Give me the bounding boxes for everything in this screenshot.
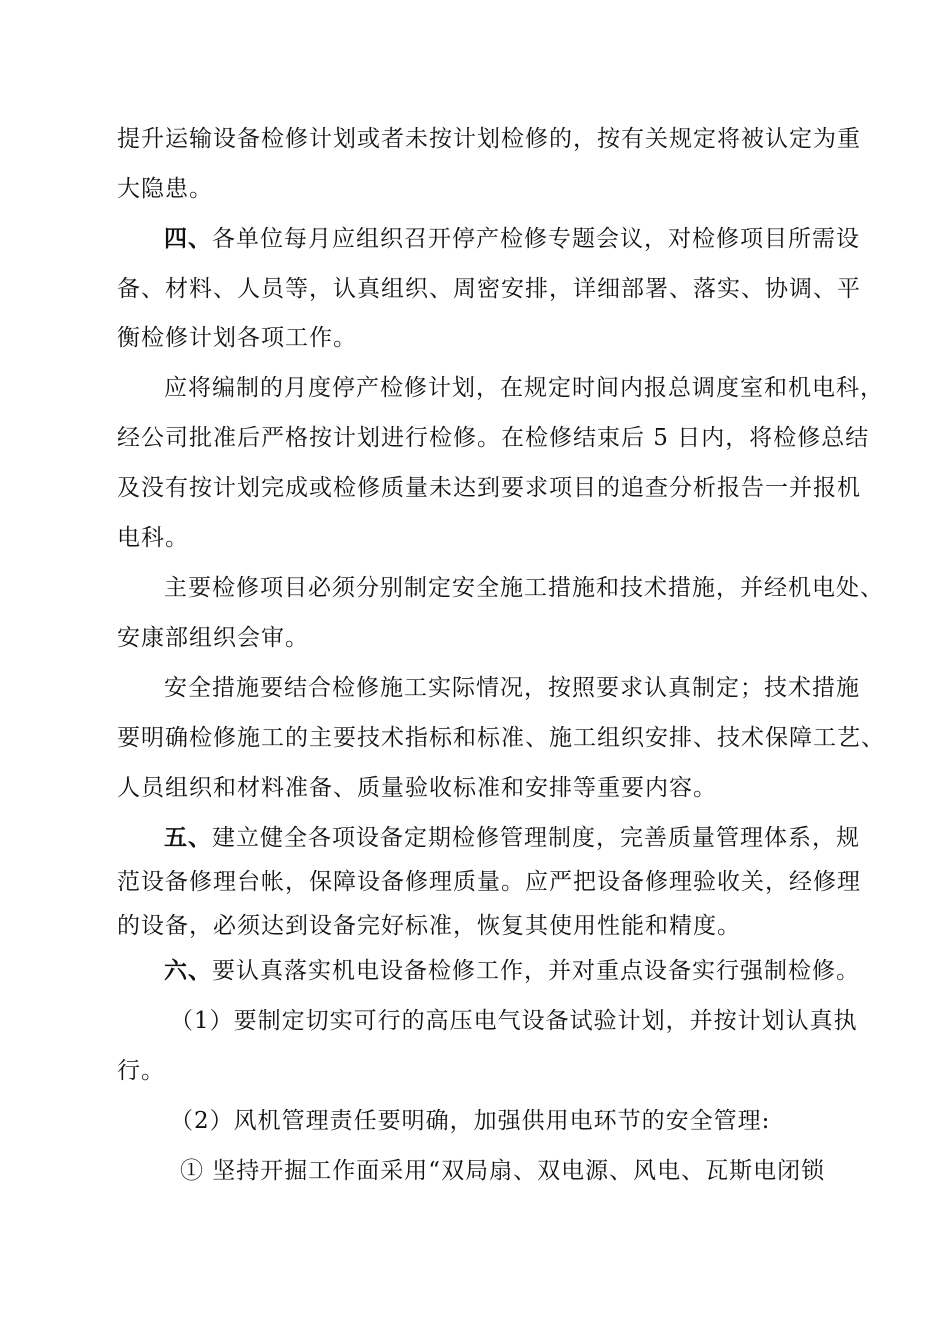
line-text: 电科。 bbox=[117, 525, 189, 551]
paragraph-line bbox=[117, 323, 357, 353]
paragraph-line bbox=[117, 773, 717, 803]
numbered-item-line bbox=[170, 1106, 770, 1136]
paragraph-line bbox=[117, 867, 861, 897]
line-text: （2）风机管理责任要明确，加强供用电环节的安全管理: bbox=[170, 1108, 771, 1134]
line-text: 安全措施要结合检修施工实际情况，按照要求认真制定；技术措施 bbox=[164, 675, 860, 701]
paragraph-line bbox=[117, 723, 885, 753]
section-heading-four: 四、 bbox=[164, 225, 212, 252]
paragraph-line bbox=[117, 911, 741, 941]
paragraph-line bbox=[164, 573, 884, 603]
line-text: （1）要制定切实可行的高压电气设备试验计划，并按计划认真执 bbox=[170, 1008, 858, 1034]
line-text: 大隐患。 bbox=[117, 176, 213, 202]
line-text: 行。 bbox=[117, 1058, 165, 1084]
line-text: 备、材料、人员等，认真组织、周密安排，详细部署、落实、协调、平 bbox=[117, 276, 861, 302]
line-text: 人员组织和材料准备、质量验收标准和安排等重要内容。 bbox=[117, 775, 717, 801]
line-text: 要认真落实机电设备检修工作，并对重点设备实行强制检修。 bbox=[212, 958, 860, 984]
line-text: 及没有按计划完成或检修质量未达到要求项目的追查分析报告一并报机 bbox=[117, 475, 861, 501]
line-text: 经公司批准后严格按计划进行检修。在检修结束后 5 日内，将检修总结 bbox=[117, 425, 870, 451]
paragraph-line bbox=[117, 623, 309, 653]
paragraph-line bbox=[164, 673, 860, 703]
line-text: 范设备修理台帐，保障设备修理质量。应严把设备修理验收关，经修理 bbox=[117, 869, 861, 895]
line-text: 主要检修项目必须分别制定安全施工措施和技术措施，并经机电处、 bbox=[164, 575, 884, 601]
line-text: 的设备，必须达到设备完好标准，恢复其使用性能和精度。 bbox=[117, 913, 741, 939]
section-four-line bbox=[164, 224, 860, 254]
section-five-line bbox=[164, 823, 860, 853]
paragraph-line bbox=[117, 124, 861, 154]
section-six-line bbox=[164, 956, 860, 986]
line-text: 建立健全各项设备定期检修管理制度，完善质量管理体系，规 bbox=[212, 825, 860, 851]
line-text: 提升运输设备检修计划或者未按计划检修的，按有关规定将被认定为重 bbox=[117, 126, 861, 152]
paragraph-line bbox=[164, 373, 884, 403]
line-text: ① 坚持开掘工作面采用“双局扇、双电源、风电、瓦斯电闭锁 bbox=[180, 1158, 826, 1184]
line-text: 安康部组织会审。 bbox=[117, 625, 309, 651]
line-text: 应将编制的月度停产检修计划，在规定时间内报总调度室和机电科， bbox=[164, 375, 884, 401]
paragraph-line bbox=[117, 1056, 165, 1086]
paragraph-line bbox=[117, 473, 861, 503]
numbered-item-line bbox=[180, 1156, 825, 1186]
line-text: 各单位每月应组织召开停产检修专题会议，对检修项目所需设 bbox=[212, 226, 860, 252]
paragraph-line bbox=[117, 423, 869, 453]
paragraph-line bbox=[117, 274, 861, 304]
line-text: 衡检修计划各项工作。 bbox=[117, 325, 357, 351]
section-heading-five: 五、 bbox=[164, 824, 212, 851]
paragraph-line bbox=[117, 523, 189, 553]
numbered-item-line bbox=[170, 1006, 858, 1036]
line-text: 要明确检修施工的主要技术指标和标准、施工组织安排、技术保障工艺、 bbox=[117, 725, 885, 751]
section-heading-six: 六、 bbox=[164, 957, 212, 984]
paragraph-line bbox=[117, 174, 213, 204]
